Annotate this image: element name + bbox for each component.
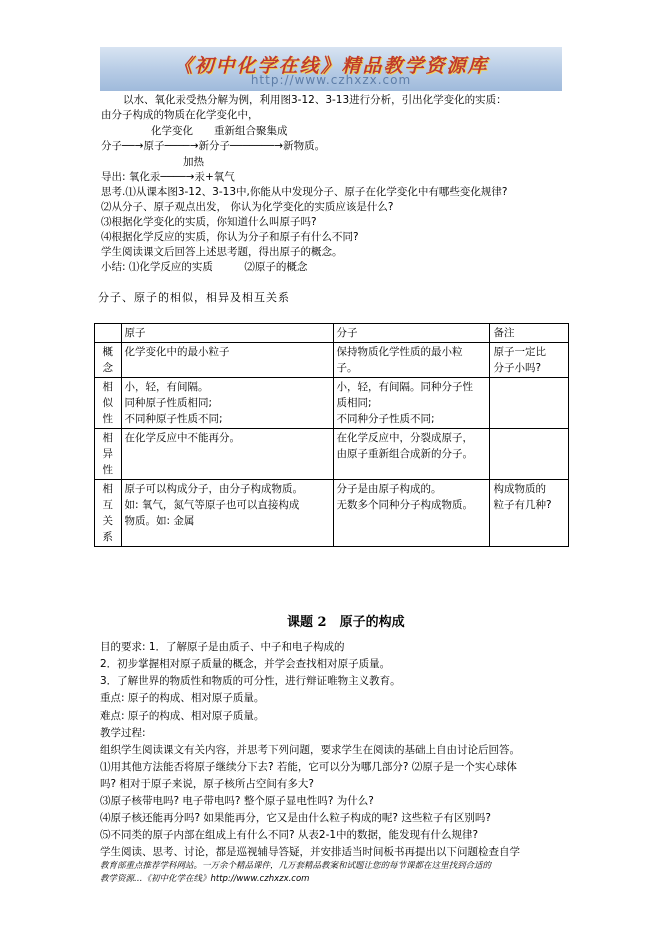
topic-line: 3．了解世界的物质性和物质的可分性，进行辩证唯物主义教育。	[100, 675, 401, 687]
row-label: 相 互 关 系	[95, 480, 122, 547]
question-5: 学生阅读课文后回答上述思考题，得出原子的概念。	[101, 246, 343, 258]
topic-line: 教学过程:	[100, 727, 146, 739]
topic-title: 课题 2 原子的构成	[287, 615, 405, 630]
eq-term-atom: 原子	[143, 140, 165, 152]
eq2-result: 汞+氧气	[194, 171, 235, 183]
table-row	[95, 343, 569, 378]
topic-line: 2．初步掌握相对原子质量的概念，并学会查找相对原子质量。	[100, 658, 391, 670]
arrow-icon: ────→	[164, 140, 199, 152]
intro-line-2: 由分子构成的物质在化学变化中，	[101, 109, 259, 121]
table-header-row	[95, 324, 569, 343]
question-3: ⑶根据化学变化的实质，你知道什么叫原子吗?	[101, 216, 317, 228]
arrow-icon: ────→	[160, 171, 195, 183]
atom-cell: 化学变化中的最小粒子	[121, 343, 333, 378]
table-header-cell: 备注	[490, 324, 569, 343]
topic-line: ⑶原子核带电吗? 电子带电吗? 整个原子显电性吗? 为什么?	[100, 795, 374, 807]
banner-url[interactable]: http://www.czhxzx.com	[250, 73, 412, 87]
table-header-cell: 分子	[333, 324, 490, 343]
arrow-icon: ───────→	[230, 140, 284, 152]
topic-line: ⑸不同类的原子内部在组成上有什么不同? 从表2-1中的数据，能发现有什么规律?	[100, 829, 479, 841]
footer-line-2: 教学资源…《初中化学在线》http://www.czhxzx.com	[100, 874, 310, 884]
arrow-icon: ──→	[122, 140, 144, 152]
heating-label: 加热	[183, 156, 204, 168]
table-row	[95, 480, 569, 547]
table-header-cell: 原子	[121, 324, 333, 343]
question-4: ⑷根据化学反应的实质，你认为分子和原子有什么不同?	[101, 231, 359, 243]
eq-term-new-molecule: 新分子	[198, 140, 231, 152]
topic-line: 组织学生阅读课文有关内容，并思考下列问题，要求学生在阅读的基础上自由讨论后回答。	[100, 744, 520, 756]
topic-line: 难点: 原子的构成、相对原子质量。	[100, 710, 265, 722]
section-title: 分子、原子的相似，相异及相互关系	[98, 291, 290, 304]
banner-title: 《初中化学在线》精品教学资源库	[173, 55, 489, 77]
molecule-cell: 在化学反应中，分裂成原子， 由原子重新组合成新的分子。	[333, 429, 490, 480]
note-cell: 原子一定比 分子小吗?	[490, 343, 569, 378]
note-cell	[490, 429, 569, 480]
intro-line-1: 以水、氧化汞受热分解为例，利用图3-12、3-13进行分析，引出化学变化的实质：	[123, 94, 507, 106]
topic-line: 吗? 相对于原子来说，原子核所占空间有多大?	[100, 778, 314, 790]
row-label: 概 念	[95, 343, 122, 378]
question-1: 思考.⑴从课本图3-12、3-13中,你能从中发现分子、原子在化学变化中有哪些变化规律?	[101, 186, 508, 198]
topic-line: 目的要求: 1．了解原子是由质子、中子和电子构成的	[100, 641, 345, 653]
equation-labels: 化学变化 重新组合聚集成	[151, 125, 288, 137]
table-row	[95, 429, 569, 480]
eq-term-molecule: 分子	[101, 140, 122, 152]
table-row	[95, 378, 569, 429]
note-cell	[490, 378, 569, 429]
molecule-cell: 保持物质化学性质的最小粒 子。	[333, 343, 490, 378]
equation-row	[101, 139, 325, 153]
eq-term-new-substance: 新物质。	[283, 140, 326, 152]
eq2-prefix: 导出: 氧化汞	[101, 171, 161, 183]
topic-line: ⑷原子核还能再分吗? 如果能再分，它又是由什么粒子构成的呢? 这些粒子有区别吗?	[100, 812, 491, 824]
summary: 小结: ⑴化学反应的实质 ⑵原子的概念	[101, 261, 308, 273]
decomposition-equation	[101, 170, 235, 184]
atom-cell: 小，轻，有间隔。 同种原子性质相同; 不同种原子性质不同;	[121, 378, 333, 429]
footer-line-1: 教育部重点推荐学科网站。一万余个精品课件，几万套精品教案和试题让您的每节课都在这里找到合适的	[100, 861, 492, 871]
note-cell: 构成物质的 粒子有几种?	[490, 480, 569, 547]
topic-line: ⑴用其他方法能否将原子继续分下去? 若能，它可以分为哪几部分? ⑵原子是一个实心球体	[100, 761, 517, 773]
question-2: ⑵从分子、原子观点出发， 你认为化学变化的实质应该是什么?	[101, 201, 394, 213]
atom-cell: 原子可以构成分子，由分子构成物质。 如: 氧气，氮气等原子也可以直接构成 物质。如: 金属	[121, 480, 333, 547]
atom-cell: 在化学反应中不能再分。	[121, 429, 333, 480]
topic-line: 学生阅读、思考、讨论，都是巡视辅导答疑，并安排适当时间板书再提出以下问题检查自学	[100, 846, 520, 858]
topic-line: 重点: 原子的构成、相对原子质量。	[100, 692, 265, 704]
header-banner	[100, 47, 562, 91]
comparison-table	[94, 323, 569, 547]
molecule-cell: 小，轻，有间隔。同种分子性 质相同; 不同种分子性质不同;	[333, 378, 490, 429]
row-label: 相 异 性	[95, 429, 122, 480]
row-label: 相 似 性	[95, 378, 122, 429]
table-header-cell	[95, 324, 122, 343]
molecule-cell: 分子是由原子构成的。 无数多个同种分子构成物质。	[333, 480, 490, 547]
